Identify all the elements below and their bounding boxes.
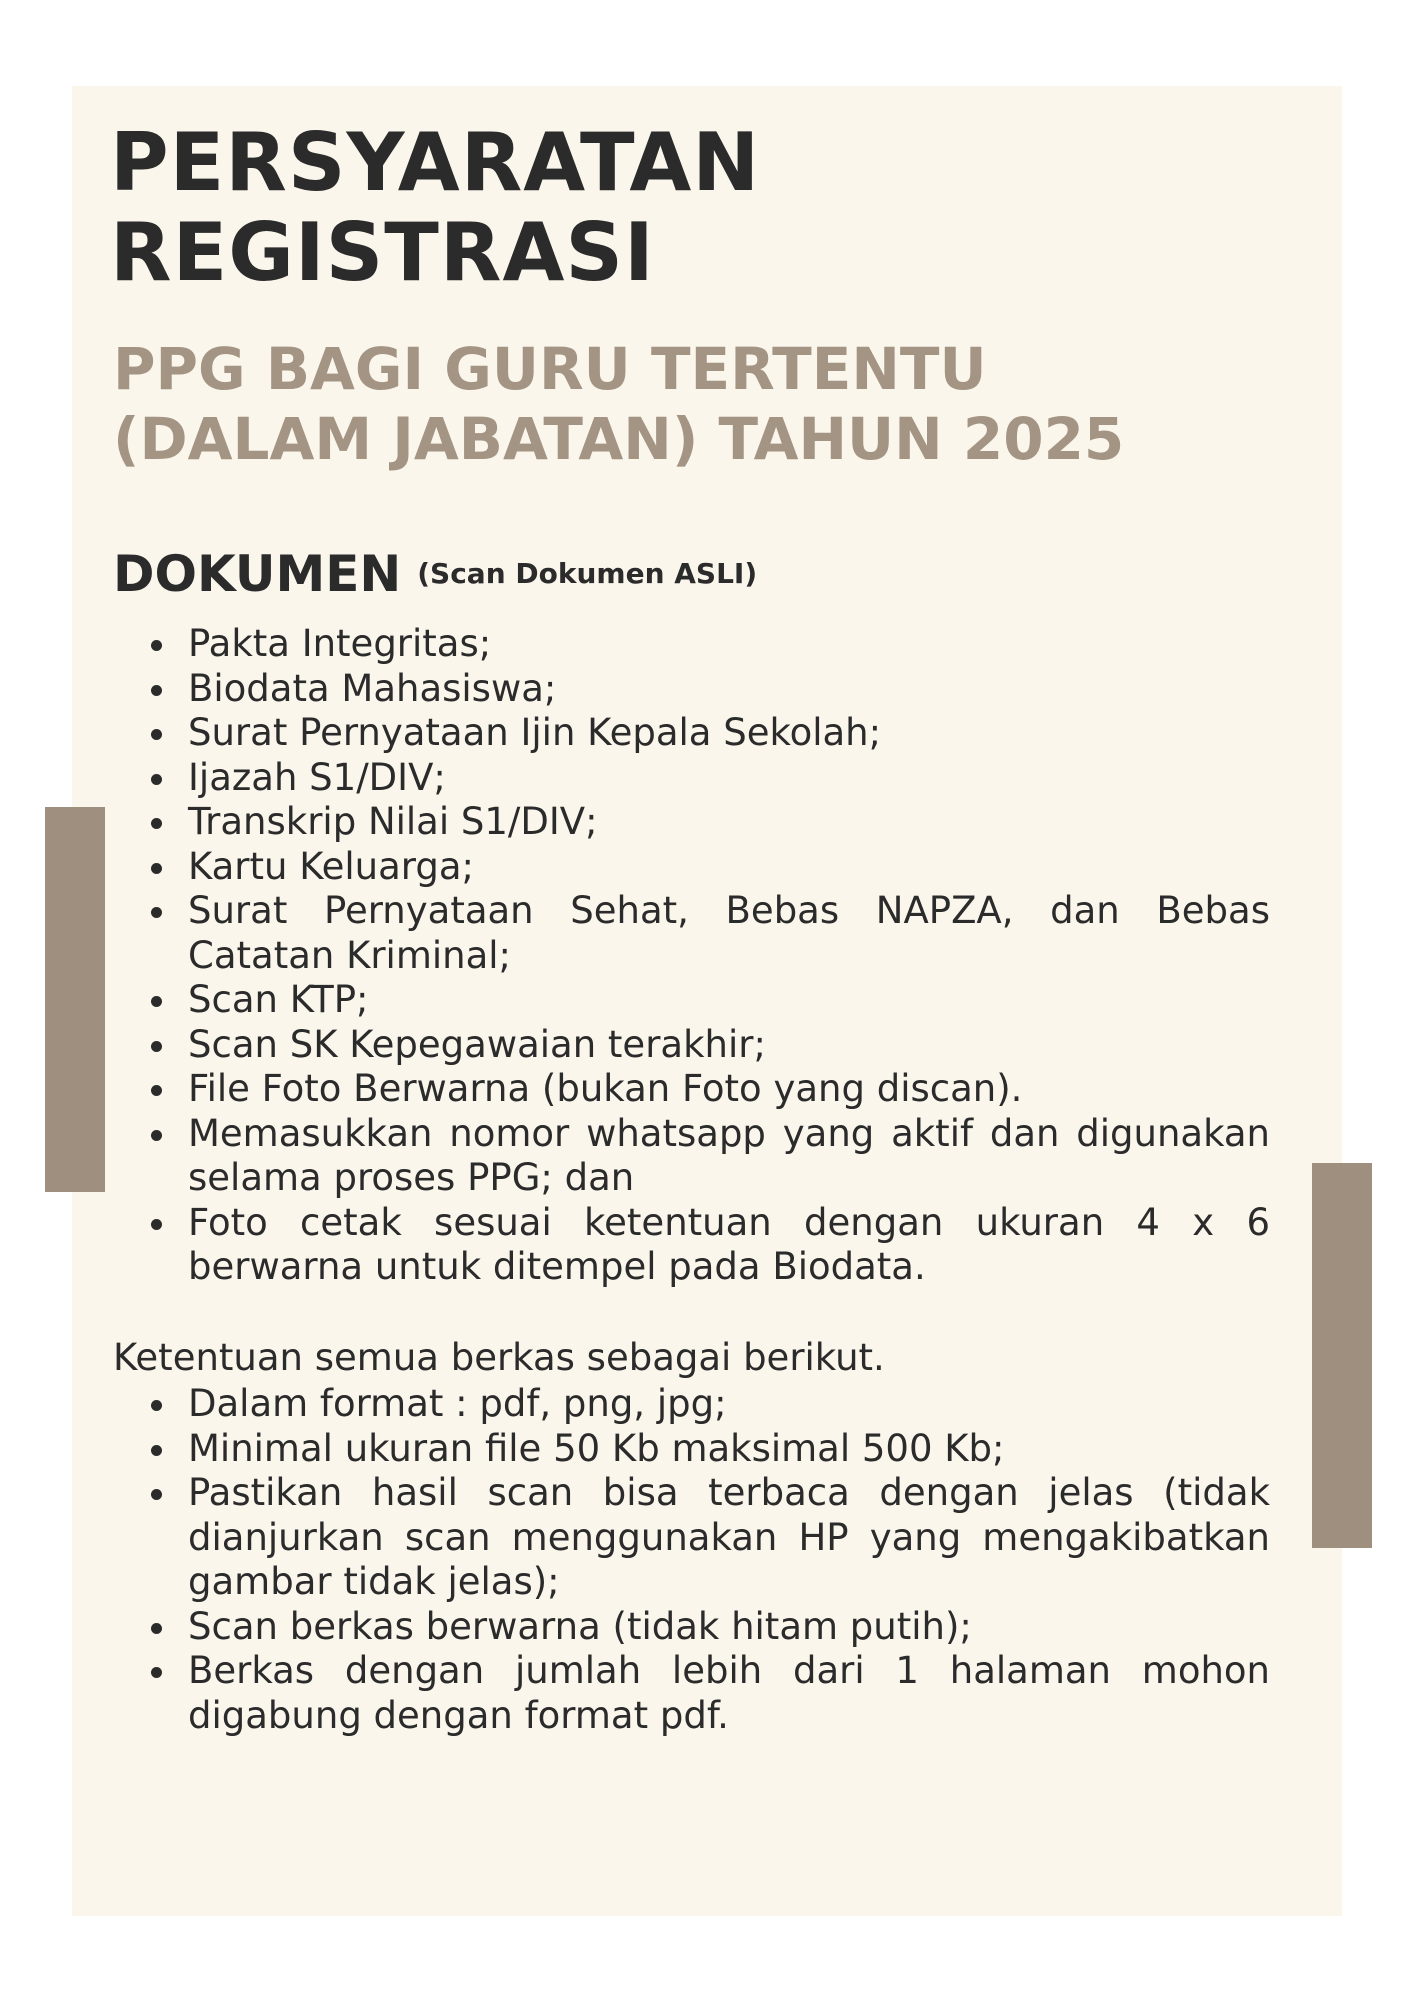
rules-intro: Ketentuan semua berkas sebagai berikut.: [113, 1336, 885, 1379]
right-accent-bar: [1312, 1163, 1372, 1548]
list-item: Scan berkas berwarna (tidak hitam putih);: [188, 1605, 1270, 1650]
page-subtitle: PPG BAGI GURU TERTENTU (DALAM JABATAN) TAHUN 2025: [113, 335, 1125, 473]
documents-heading-label: DOKUMEN: [113, 545, 402, 603]
page-title: PERSYARATAN REGISTRASI: [110, 116, 761, 299]
list-item: Pakta Integritas;: [188, 622, 1270, 667]
list-item: File Foto Berwarna (bukan Foto yang discan).: [188, 1067, 1270, 1112]
list-item: Scan KTP;: [188, 978, 1270, 1023]
list-item: Dalam format : pdf, png, jpg;: [188, 1382, 1270, 1427]
list-item: Ijazah S1/DIV;: [188, 756, 1270, 801]
documents-heading-note: (Scan Dokumen ASLI): [417, 557, 758, 590]
list-item: Foto cetak sesuai ketentuan dengan ukuran 4 x 6 berwarna untuk ditempel pada Biodata.: [188, 1200, 1270, 1288]
list-item: Memasukkan nomor whatsapp yang aktif dan digunakan selama proses PPG; dan: [188, 1111, 1270, 1199]
left-accent-bar: [45, 807, 105, 1192]
documents-list: [188, 622, 1270, 1290]
list-item: Surat Pernyataan Ijin Kepala Sekolah;: [188, 711, 1270, 756]
documents-heading: [113, 545, 757, 603]
list-item: Biodata Mahasiswa;: [188, 667, 1270, 712]
list-item: Pastikan hasil scan bisa terbaca dengan jelas (tidak dianjurkan scan menggunakan HP yang mengakibatkan gambar tidak jelas);: [188, 1471, 1270, 1603]
list-item: Transkrip Nilai S1/DIV;: [188, 800, 1270, 845]
list-item: Scan SK Kepegawaian terakhir;: [188, 1023, 1270, 1068]
rules-list: [188, 1382, 1270, 1738]
list-item: Minimal ukuran file 50 Kb maksimal 500 Kb;: [188, 1427, 1270, 1472]
list-item: Kartu Keluarga;: [188, 845, 1270, 890]
list-item: Berkas dengan jumlah lebih dari 1 halaman mohon digabung dengan format pdf.: [188, 1649, 1270, 1737]
list-item: Surat Pernyataan Sehat, Bebas NAPZA, dan Bebas Catatan Kriminal;: [188, 889, 1270, 977]
